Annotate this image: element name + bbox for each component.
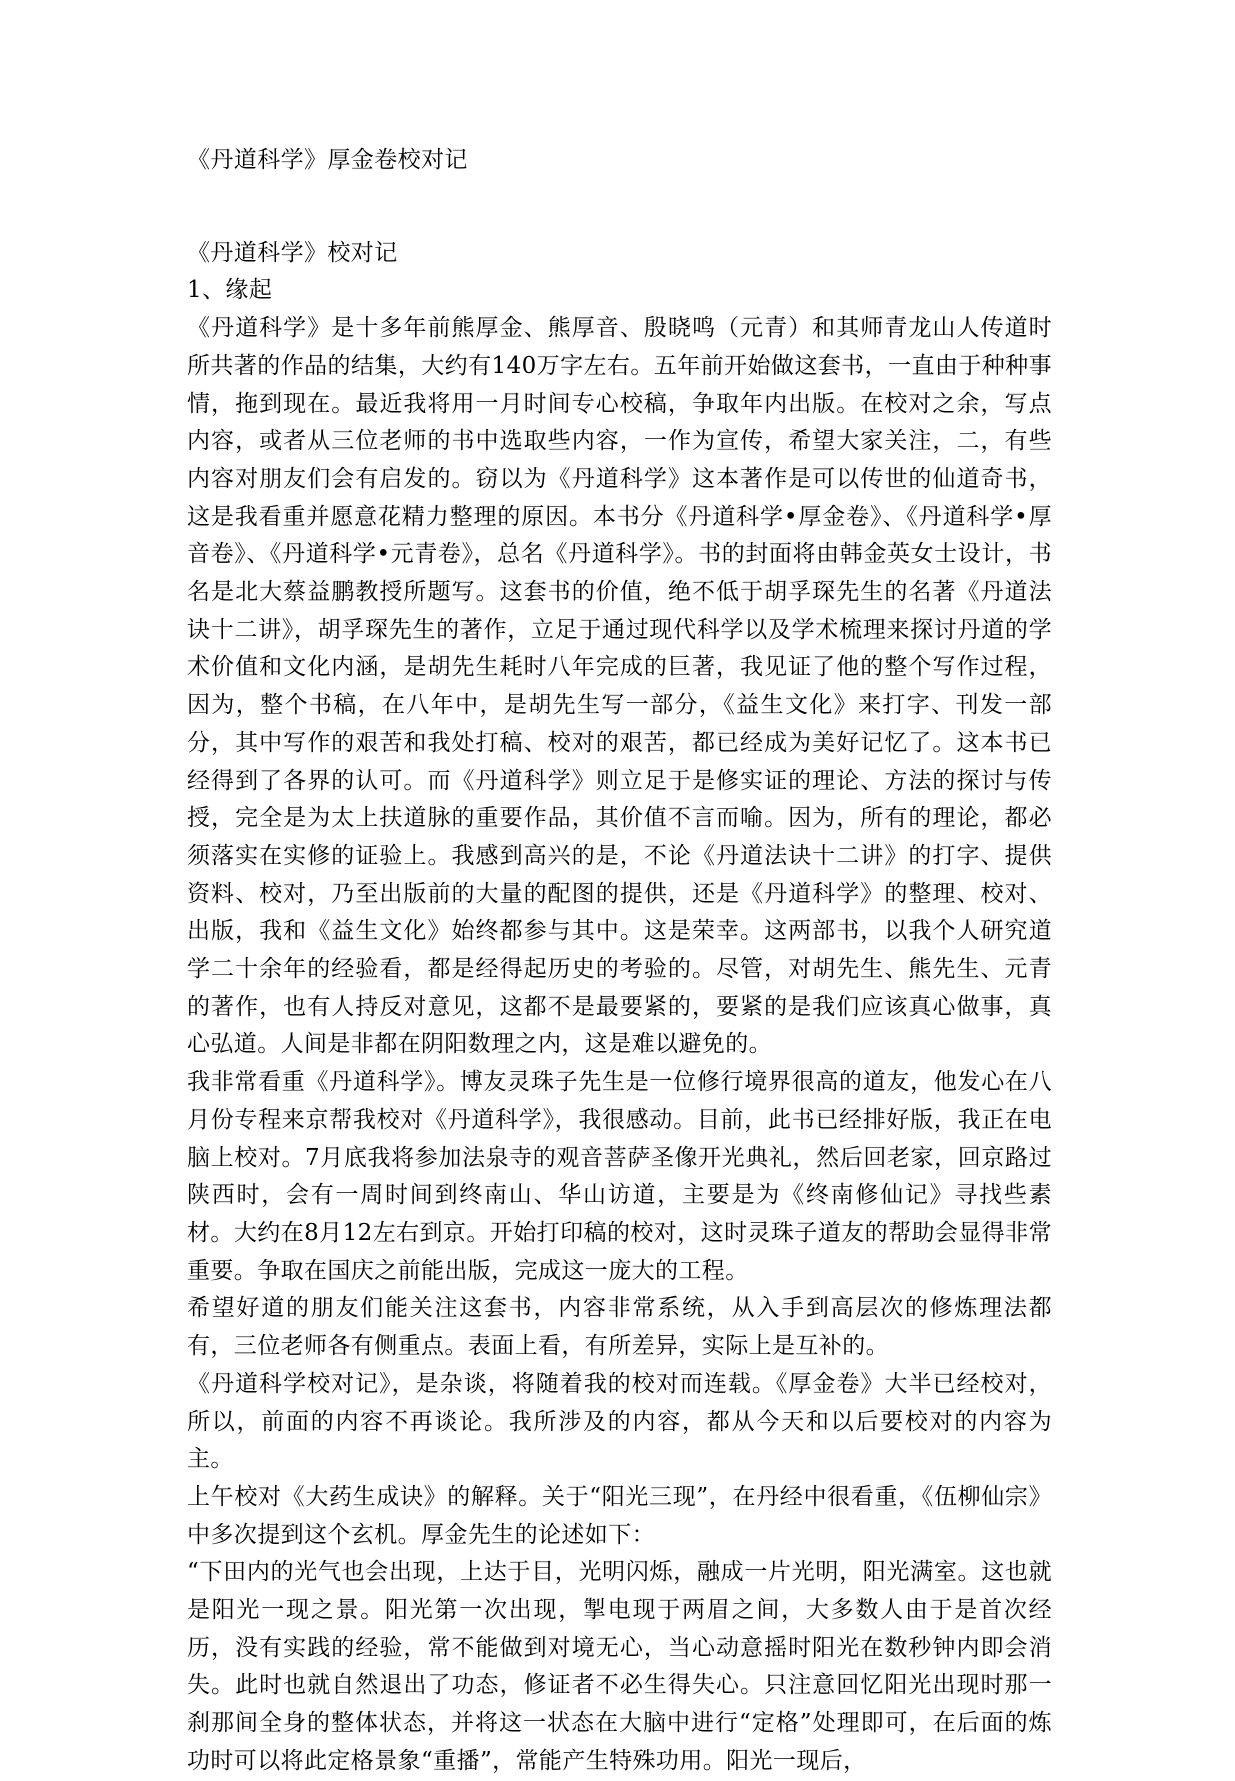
section-title: 《丹道科学》校对记 [187, 239, 398, 266]
paragraph-morning-proofreading: 上午校对《大药生成诀》的解释。关于“阳光三现”，在丹经中很看重，《伍柳仙宗》中多次提到这个玄机。厚金先生的论述如下： [187, 1483, 1052, 1548]
document-body [187, 142, 1052, 1781]
paragraph-serial-notes: 《丹道科学校对记》，是杂谈，将随着我的校对而连载。《厚金卷》大半已经校对，所以，前面的内容不再谈论。我所涉及的内容，都从今天和以后要校对的内容为主。 [187, 1370, 1052, 1473]
paragraph-importance: 我非常看重《丹道科学》。博友灵珠子先生是一位修行境界很高的道友，他发心在八月份专程来京帮我校对《丹道科学》，我很感动。目前，此书已经排好版，我正在电脑上校对。7月底我将参加法泉寺的观音菩萨圣像开光典礼，然后回老家，回京路过陕西时，会有一周时间到终南山、华山访道，主要是为《终南修仙记》寻找些素材。大约在8月12左右到京。开始打印稿的校对，这时灵珠子道友的帮助会显得非常重要。争取在国庆之前能出版，完成这一庞大的工程。 [187, 1069, 1052, 1284]
section-heading: 1、缘起 [187, 277, 273, 304]
paragraph-hope: 希望好道的朋友们能关注这套书，内容非常系统，从入手到高层次的修炼理法都有，三位老师各有侧重点。表面上看，有所差异，实际上是互补的。 [187, 1295, 1052, 1360]
paragraph-quotation: “下田内的光气也会出现，上达于目，光明闪烁，融成一片光明，阳光满室。这也就是阳光一现之景。阳光第一次出现，掣电现于两眉之间，大多数人由于是首次经历，没有实践的经验，常不能做到对境无心，当心动意摇时阳光在数秒钟内即会消失。此时也就自然退出了功态，修证者不必生得失心。只注意回忆阳光出现时那一刹那间全身的整体状态，并将这一状态在大脑中进行“定格”处理即可，在后面的炼功时可以将此定格景象“重播”，常能产生特殊功用。阳光一现后， [187, 1559, 1052, 1774]
paragraph-origin: 《丹道科学》是十多年前熊厚金、熊厚音、殷晓鸣（元青）和其师青龙山人传道时所共著的作品的结集，大约有140万字左右。五年前开始做这套书，一直由于种种事情，拖到现在。最近我将用一月时间专心校稿，争取年内出版。在校对之余，写点内容，或者从三位老师的书中选取些内容，一作为宣传，希望大家关注，二，有些内容对朋友们会有启发的。窃以为《丹道科学》这本著作是可以传世的仙道奇书，这是我看重并愿意花精力整理的原因。本书分《丹道科学•厚金卷》、《丹道科学•厚音卷》、《丹道科学•元青卷》，总名《丹道科学》。书的封面将由韩金英女士设计，书名是北大蔡益鹏教授所题写。这套书的价值，绝不低于胡孚琛先生的名著《丹道法诀十二讲》，胡孚琛先生的著作，立足于通过现代科学以及学术梳理来探讨丹道的学术价值和文化内涵，是胡先生耗时八年完成的巨著，我见证了他的整个写作过程，因为，整个书稿，在八年中，是胡先生写一部分，《益生文化》来打字、刊发一部分，其中写作的艰苦和我处打稿、校对的艰苦，都已经成为美好记忆了。这本书已经得到了各界的认可。而《丹道科学》则立足于是修实证的理论、方法的探讨与传授，完全是为太上扶道脉的重要作品，其价值不言而喻。因为，所有的理论，都必须落实在实修的证验上。我感到高兴的是，不论《丹道法诀十二讲》的打字、提供资料、校对，乃至出版前的大量的配图的提供，还是《丹道科学》的整理、校对、出版，我和《益生文化》始终都参与其中。这是荣幸。这两部书，以我个人研究道学二十余年的经验看，都是经得起历史的考验的。尽管，对胡先生、熊先生、元青的著作，也有人持反对意见，这都不是最要紧的，要紧的是我们应该真心做事，真心弘道。人间是非都在阴阳数理之内，这是难以避免的。 [187, 315, 1052, 1058]
document-title: 《丹道科学》厚金卷校对记 [187, 147, 468, 173]
